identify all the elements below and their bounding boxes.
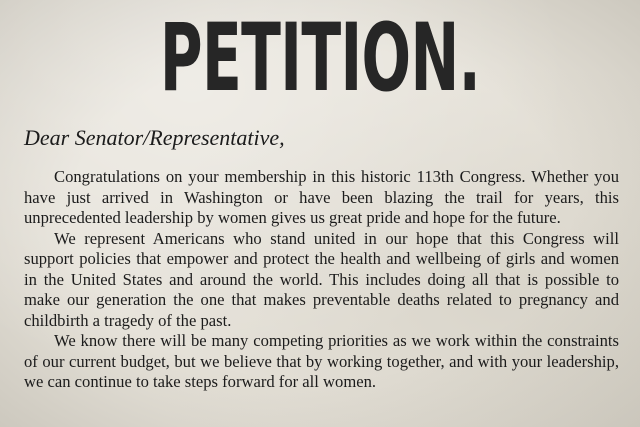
- salutation: Dear Senator/Representative,: [24, 125, 285, 150]
- paragraph: Congratulations on your membership in this historic 113th Congress. Whether you have just arrived in Washington or have been blazing the trail for years, this unprecedented leadership by women gives us great pride and hope for the future.: [24, 167, 619, 227]
- paragraph: We know there will be many competing priorities as we work within the constraints of our current budget, but we believe that by working together, and with your leadership, we can continue to take steps forward for all women.: [24, 331, 619, 391]
- letter-body: [24, 167, 619, 393]
- page-title: PETITION.: [159, 4, 481, 113]
- paragraph: We represent Americans who stand united in our hope that this Congress will support policies that empower and protect the health and wellbeing of girls and women in the United States and around the world. This includes doing all that is possible to make our generation the one that makes preventable deaths related to pregnancy and childbirth a tragedy of the past.: [24, 228, 619, 330]
